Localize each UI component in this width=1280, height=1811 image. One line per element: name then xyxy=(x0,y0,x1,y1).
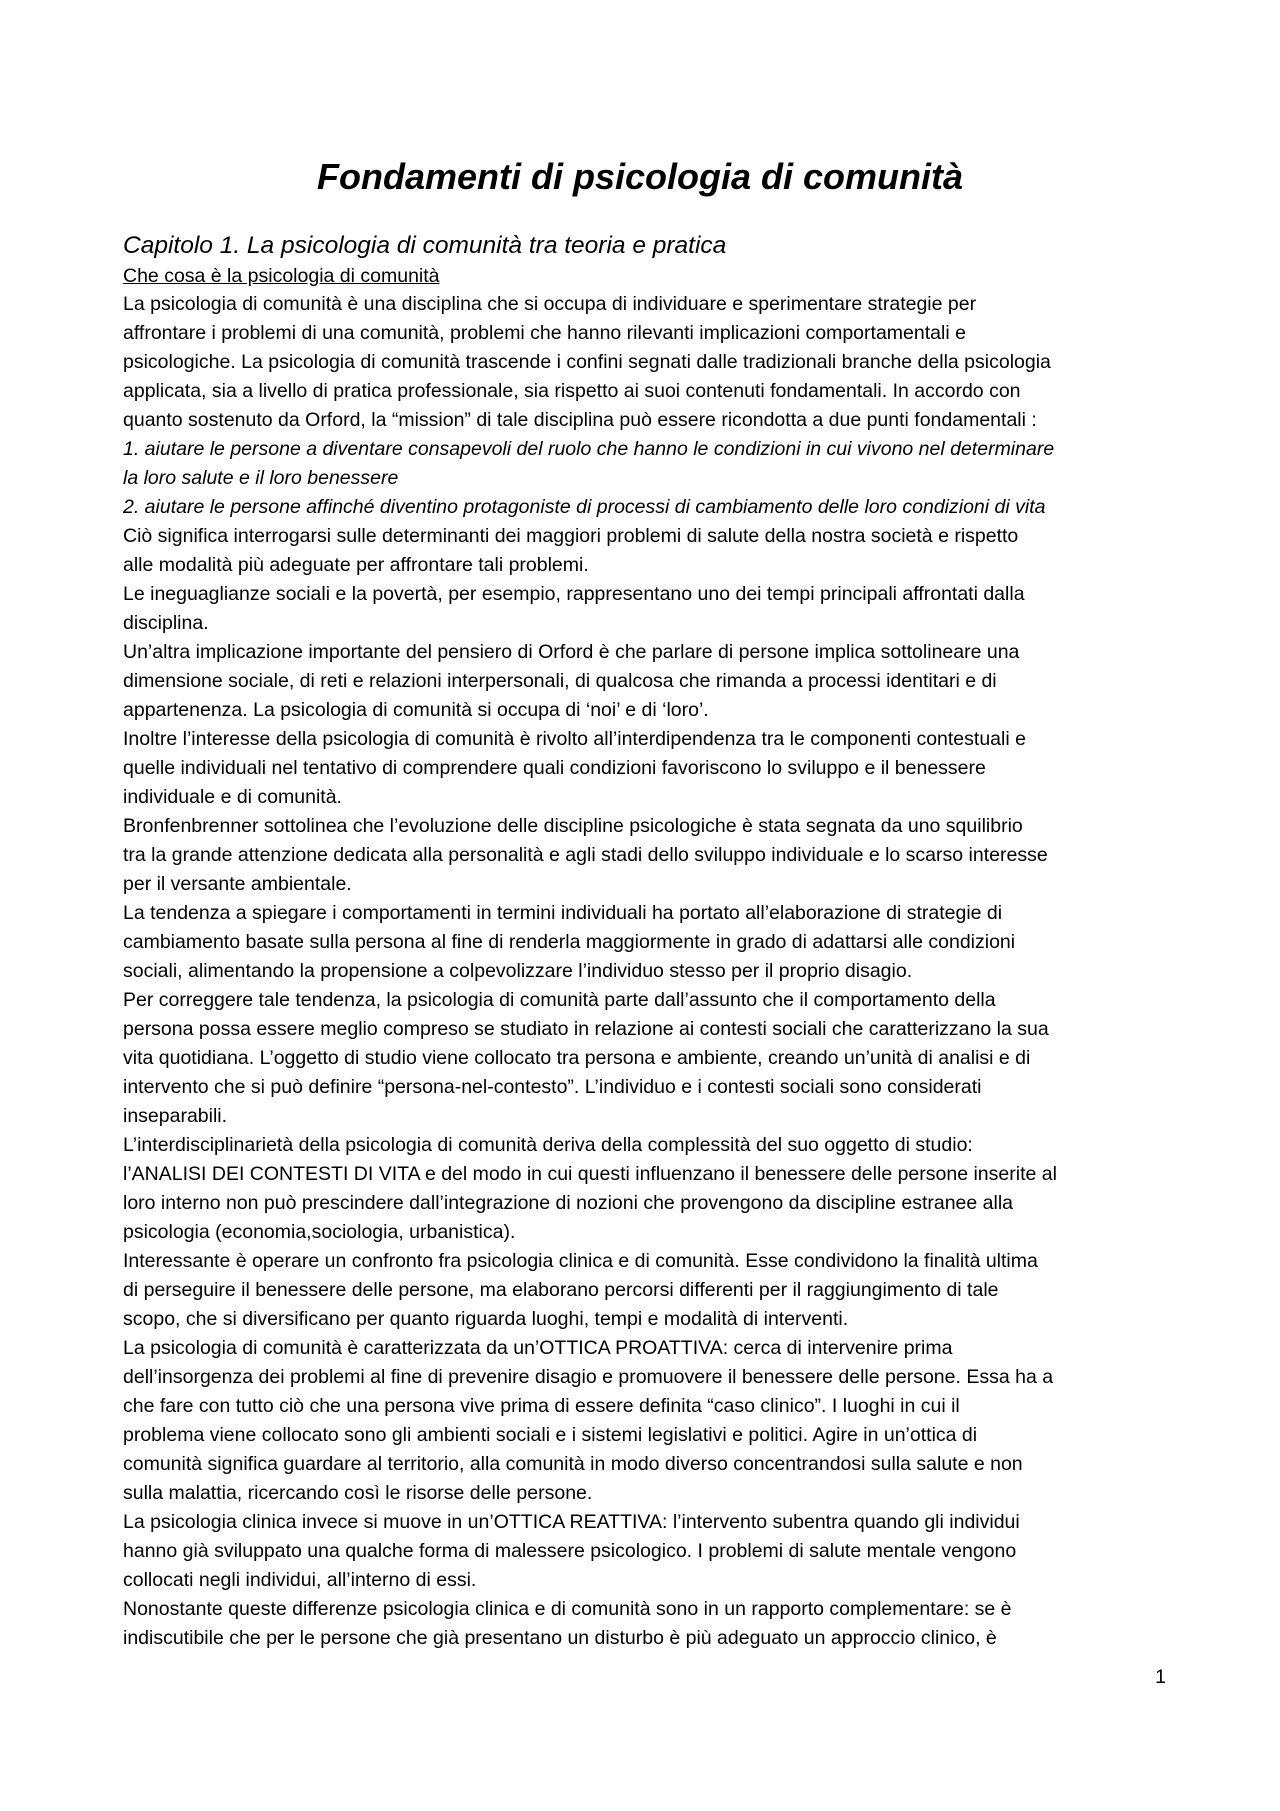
text-line: Bronfenbrenner sottolinea che l’evoluzione delle discipline psicologiche è stata segnata da uno squilibrio xyxy=(123,815,1023,837)
text-line: che fare con tutto ciò che una persona vive prima di essere definita “caso clinico”. I luoghi in cui il xyxy=(123,1395,960,1417)
text-line: quanto sostenuto da Orford, la “mission” di tale disciplina può essere ricondotta a due punti fondamentali : xyxy=(123,409,1037,431)
text-line: cambiamento basate sulla persona al fine di renderla maggiormente in grado di adattarsi alle condizioni xyxy=(123,931,1016,953)
text-line: la loro salute e il loro benessere xyxy=(123,467,399,489)
text-line: sulla malattia, ricercando così le risorse delle persone. xyxy=(123,1482,593,1504)
text-line: indiscutibile che per le persone che già presentano un disturbo è più adeguato un approccio clinico, è xyxy=(123,1627,997,1649)
text-line: disciplina. xyxy=(123,612,209,634)
text-line: sociali, alimentando la propensione a colpevolizzare l’individuo stesso per il proprio disagio. xyxy=(123,960,913,982)
text-line: affrontare i problemi di una comunità, problemi che hanno rilevanti implicazioni comportamentali e xyxy=(123,322,966,344)
text-line: psicologiche. La psicologia di comunità trascende i confini segnati dalle tradizionali branche della psicologia xyxy=(123,351,1051,373)
page-number: 1 xyxy=(1155,1666,1166,1688)
text-line: Interessante è operare un confronto fra psicologia clinica e di comunità. Esse condividono la finalità ultima xyxy=(123,1250,1038,1272)
text-line: dimensione sociale, di reti e relazioni interpersonali, di qualcosa che rimanda a processi identitari e di xyxy=(123,670,997,692)
text-line: inseparabili. xyxy=(123,1105,228,1127)
text-line: scopo, che si diversificano per quanto riguarda luoghi, tempi e modalità di interventi. xyxy=(123,1308,849,1330)
text-line: l’ANALISI DEI CONTESTI DI VITA e del modo in cui questi influenzano il benessere delle persone inserite al xyxy=(123,1163,1057,1185)
text-line: L’interdisciplinarietà della psicologia di comunità deriva della complessità del suo oggetto di studio: xyxy=(123,1134,973,1156)
text-line: La psicologia di comunità è una disciplina che si occupa di individuare e sperimentare strategie per xyxy=(123,293,977,315)
text-line: collocati negli individui, all’interno di essi. xyxy=(123,1569,477,1591)
text-line: La psicologia di comunità è caratterizzata da un’OTTICA PROATTIVA: cerca di intervenire prima xyxy=(123,1337,953,1359)
chapter-heading: Capitolo 1. La psicologia di comunità tra teoria e pratica xyxy=(123,232,727,259)
text-line: tra la grande attenzione dedicata alla personalità e agli stadi dello sviluppo individuale e lo scarso interesse xyxy=(123,844,1048,866)
text-line: loro interno non può prescindere dall’integrazione di nozioni che provengono da discipline estranee alla xyxy=(123,1192,1014,1214)
text-line: Le ineguaglianze sociali e la povertà, per esempio, rappresentano uno dei tempi principali affrontati dalla xyxy=(123,583,1025,605)
text-line: La tendenza a spiegare i comportamenti in termini individuali ha portato all’elaborazione di strategie di xyxy=(123,902,1003,924)
text-line: vita quotidiana. L’oggetto di studio viene collocato tra persona e ambiente, creando un’unità di analisi e di xyxy=(123,1047,1031,1069)
text-line: di perseguire il benessere delle persone, ma elaborano percorsi differenti per il raggiungimento di tale xyxy=(123,1279,999,1301)
document-body xyxy=(123,230,1163,1653)
text-line: psicologia (economia,sociologia, urbanistica). xyxy=(123,1221,516,1243)
body-text xyxy=(123,290,1163,1653)
text-line: per il versante ambientale. xyxy=(123,873,352,895)
text-line: comunità significa guardare al territorio, alla comunità in modo diverso concentrandosi sulla salute e non xyxy=(123,1453,1023,1475)
text-line: persona possa essere meglio compreso se studiato in relazione ai contesti sociali che caratterizzano la sua xyxy=(123,1018,1049,1040)
text-line: Nonostante queste differenze psicologia clinica e di comunità sono in un rapporto complementare: se è xyxy=(123,1598,1012,1620)
text-line: 2. aiutare le persone affinché diventino protagoniste di processi di cambiamento delle loro condizioni di vita xyxy=(123,496,1046,518)
text-line: problema viene collocato sono gli ambienti sociali e i sistemi legislativi e politici. Agire in un’ottica di xyxy=(123,1424,978,1446)
text-line: individuale e di comunità. xyxy=(123,786,342,808)
text-line: applicata, sia a livello di pratica professionale, sia rispetto ai suoi contenuti fondamentali. In accordo con xyxy=(123,380,1021,402)
section-heading: Che cosa è la psicologia di comunità xyxy=(123,265,440,287)
text-line: intervento che si può definire “persona-nel-contesto”. L’individuo e i contesti sociali sono considerati xyxy=(123,1076,982,1098)
text-line: alle modalità più adeguate per affrontare tali problemi. xyxy=(123,554,589,576)
text-line: Inoltre l’interesse della psicologia di comunità è rivolto all’interdipendenza tra le componenti contestuali e xyxy=(123,728,1026,750)
text-line: hanno già sviluppato una qualche forma di malessere psicologico. I problemi di salute mentale vengono xyxy=(123,1540,1017,1562)
text-line: appartenenza. La psicologia di comunità si occupa di ‘noi’ e di ‘loro’. xyxy=(123,699,709,721)
text-line: Ciò significa interrogarsi sulle determinanti dei maggiori problemi di salute della nostra società e rispetto xyxy=(123,525,1019,547)
document-title: Fondamenti di psicologia di comunità xyxy=(316,156,964,197)
text-line: dell’insorgenza dei problemi al fine di prevenire disagio e promuovere il benessere delle persone. Essa ha a xyxy=(123,1366,1054,1388)
text-line: quelle individuali nel tentativo di comprendere quali condizioni favoriscono lo sviluppo e il benessere xyxy=(123,757,986,779)
text-line: La psicologia clinica invece si muove in un’OTTICA REATTIVA: l’intervento subentra quando gli individui xyxy=(123,1511,1020,1533)
text-line: 1. aiutare le persone a diventare consapevoli del ruolo che hanno le condizioni in cui vivono nel determinare xyxy=(123,438,1055,460)
text-line: Un’altra implicazione importante del pensiero di Orford è che parlare di persone implica sottolineare una xyxy=(123,641,1020,663)
text-line: Per correggere tale tendenza, la psicologia di comunità parte dall’assunto che il comportamento della xyxy=(123,989,996,1011)
